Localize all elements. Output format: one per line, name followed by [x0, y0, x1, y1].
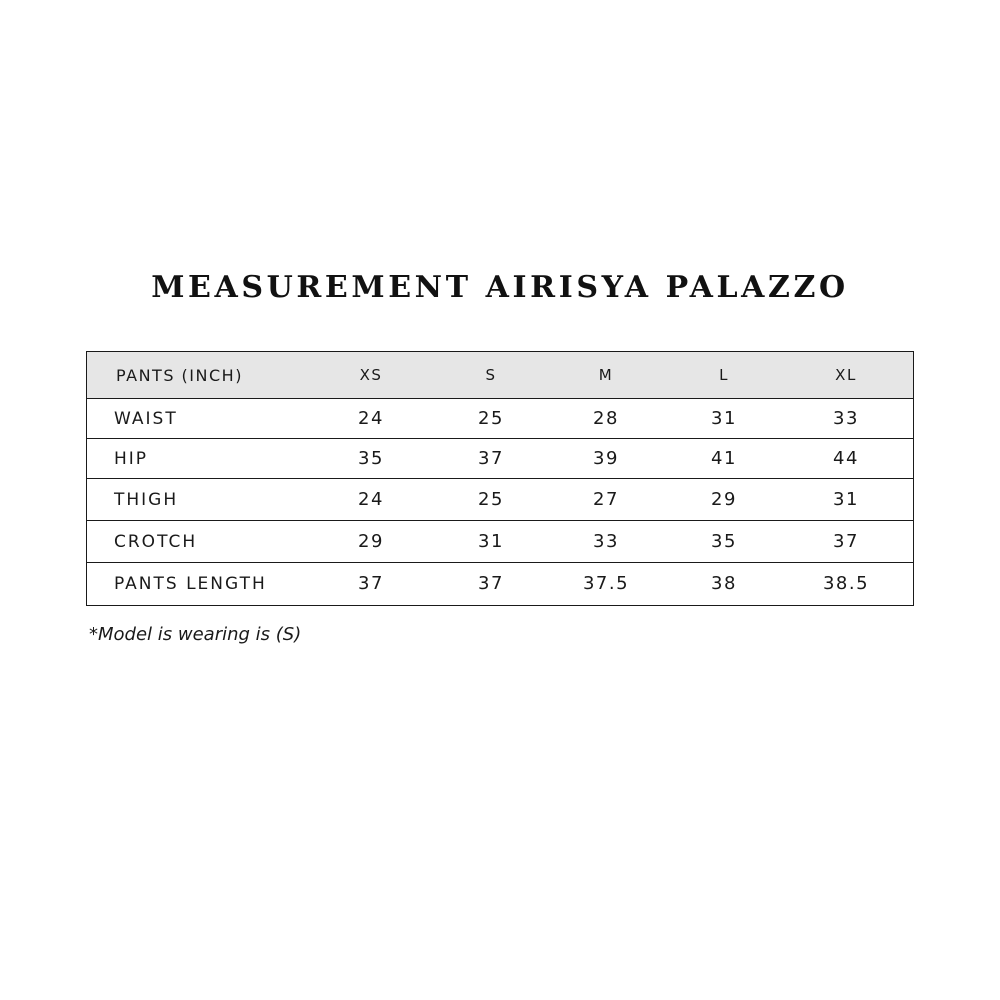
header-size-s: S	[485, 366, 497, 384]
table-cell: 38.5	[822, 573, 870, 594]
table-cell: 31	[833, 489, 859, 510]
header-size-m: M	[598, 366, 614, 384]
table-cell: 33	[833, 408, 859, 429]
table-cell: 27	[593, 489, 619, 510]
table-cell: 37	[833, 531, 859, 552]
header-size-xs: XS	[359, 366, 383, 384]
table-cell: 28	[593, 408, 619, 429]
table-cell: 41	[711, 448, 737, 469]
table-cell: 35	[711, 531, 737, 552]
table-row-thigh	[87, 479, 913, 521]
row-label: CROTCH	[114, 531, 198, 552]
size-table	[86, 351, 914, 606]
table-cell: 29	[358, 531, 384, 552]
table-cell: 37	[358, 573, 384, 594]
table-cell: 24	[358, 489, 384, 510]
table-cell: 39	[593, 448, 619, 469]
model-size-note: *Model is wearing is (S)	[89, 624, 302, 645]
table-cell: 25	[478, 489, 504, 510]
row-label: HIP	[114, 448, 149, 469]
table-cell: 33	[593, 531, 619, 552]
header-size-l: L	[719, 366, 729, 384]
header-label: PANTS (INCH)	[116, 365, 243, 385]
row-label: PANTS LENGTH	[114, 573, 267, 594]
table-cell: 44	[833, 448, 859, 469]
table-cell: 31	[478, 531, 504, 552]
row-label: WAIST	[114, 408, 178, 429]
table-cell: 37	[478, 448, 504, 469]
table-cell: 37.5	[582, 573, 630, 594]
page-title: MEASUREMENT AIRISYA PALAZZO	[151, 270, 849, 305]
table-cell: 35	[358, 448, 384, 469]
table-header-row	[87, 352, 913, 399]
table-cell: 31	[711, 408, 737, 429]
row-label: THIGH	[114, 489, 179, 510]
table-cell: 25	[478, 408, 504, 429]
table-cell: 38	[711, 573, 737, 594]
table-row-waist	[87, 399, 913, 439]
table-cell: 37	[478, 573, 504, 594]
header-size-xl: XL	[835, 366, 857, 384]
table-row-crotch	[87, 521, 913, 563]
table-row-hip	[87, 439, 913, 479]
table-row-pants-length	[87, 563, 913, 604]
table-cell: 24	[358, 408, 384, 429]
table-cell: 29	[711, 489, 737, 510]
